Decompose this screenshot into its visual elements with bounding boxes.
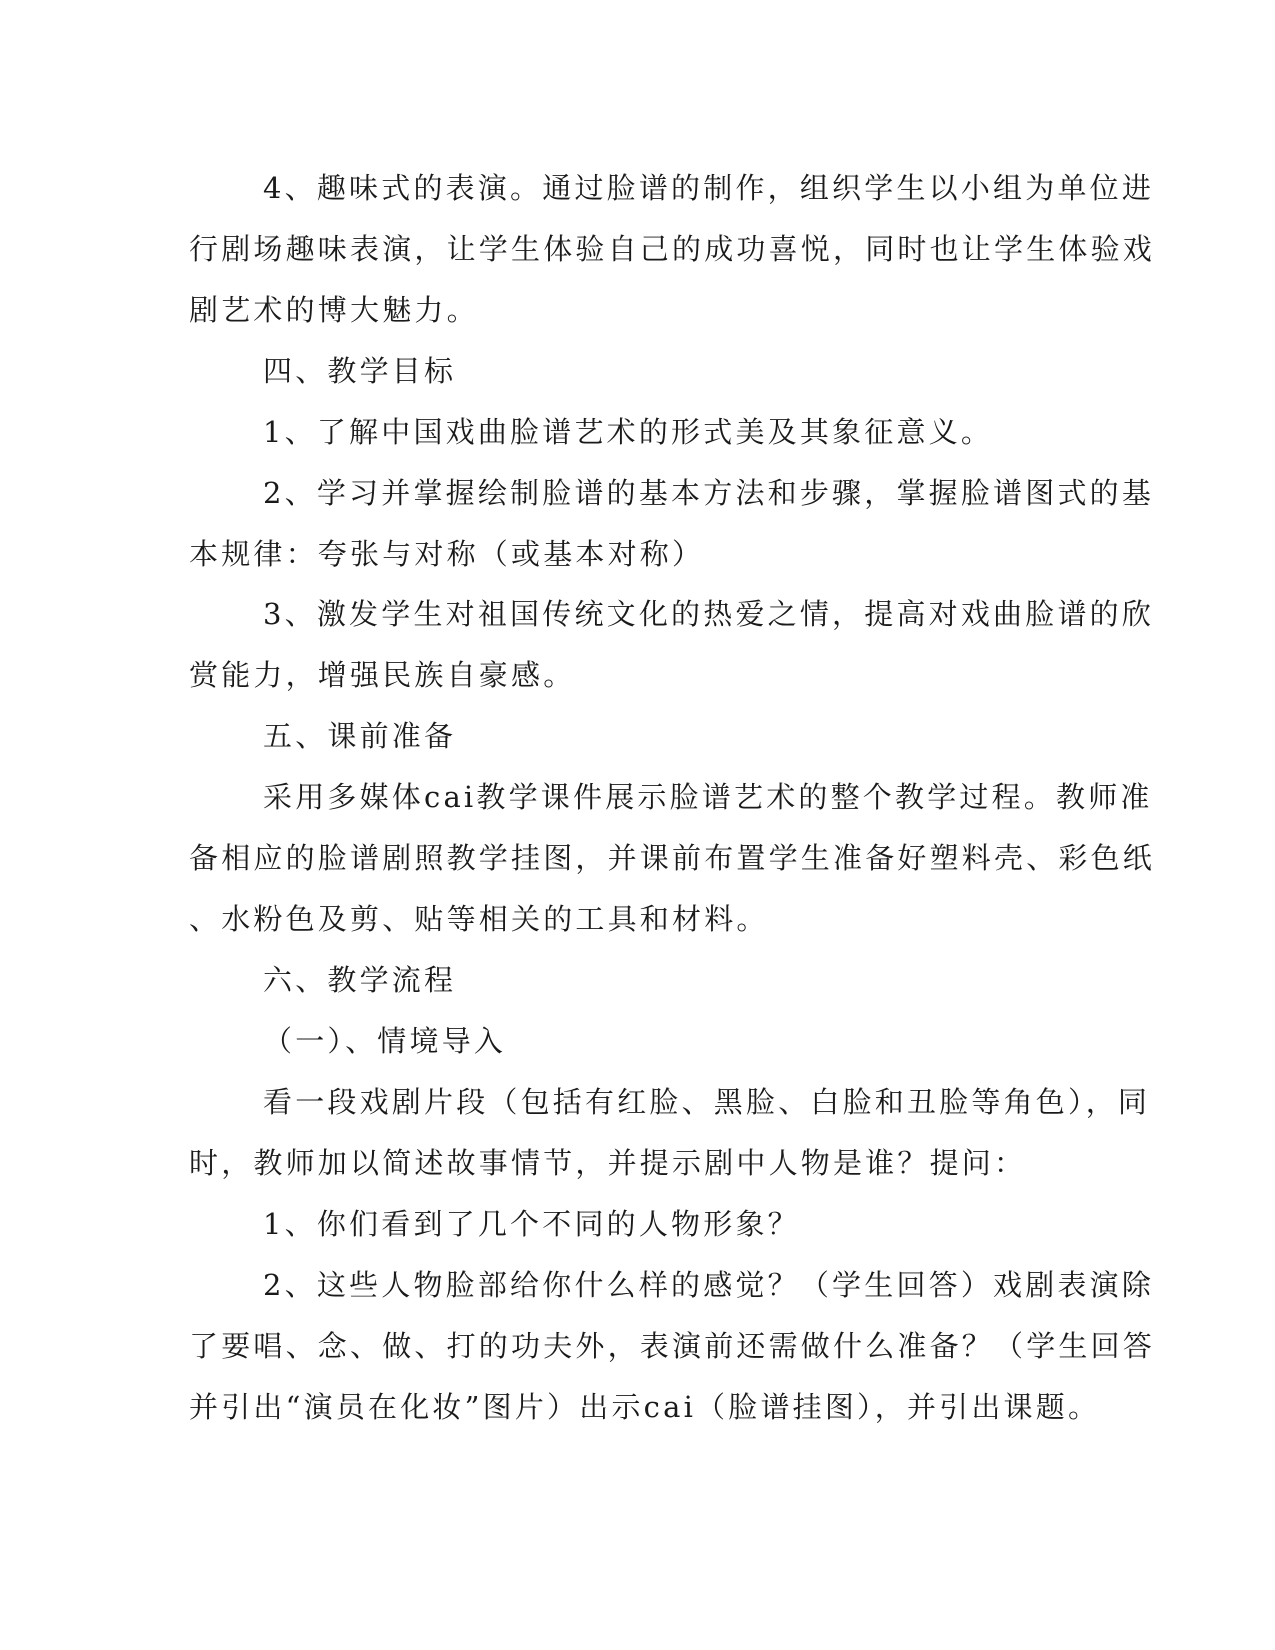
paragraph-line: 、水粉色及剪、贴等相关的工具和材料。 [189, 902, 769, 936]
list-item: 1、了解中国戏曲脸谱艺术的形式美及其象征意义。 [263, 415, 994, 449]
paragraph-line: 赏能力，增强民族自豪感。 [189, 658, 576, 692]
list-item: 2、这些人物脸部给你什么样的感觉？（学生回答）戏剧表演除 [263, 1268, 1155, 1302]
paragraph-line: 4、趣味式的表演。通过脸谱的制作，组织学生以小组为单位进 [263, 171, 1155, 205]
paragraph-line: 了要唱、念、做、打的功夫外，表演前还需做什么准备？（学生回答 [189, 1329, 1156, 1363]
paragraph-line: 采用多媒体cai教学课件展示脸谱艺术的整个教学过程。教师准 [263, 780, 1153, 814]
section-heading: 四、教学目标 [263, 354, 457, 388]
paragraph-line: 本规律：夸张与对称（或基本对称） [189, 537, 705, 571]
paragraph-line: 备相应的脸谱剧照教学挂图，并课前布置学生准备好塑料壳、彩色纸 [189, 841, 1156, 875]
list-item: 1、你们看到了几个不同的人物形象？ [263, 1207, 800, 1241]
paragraph-line: 行剧场趣味表演，让学生体验自己的成功喜悦，同时也让学生体验戏 [189, 232, 1156, 266]
paragraph-line: 看一段戏剧片段（包括有红脸、黑脸、白脸和丑脸等角色），同 [263, 1085, 1151, 1119]
list-item: 3、激发学生对祖国传统文化的热爱之情，提高对戏曲脸谱的欣 [263, 597, 1155, 631]
section-heading: 五、课前准备 [263, 719, 457, 753]
paragraph-line: 剧艺术的博大魅力。 [189, 293, 479, 327]
list-item: 2、学习并掌握绘制脸谱的基本方法和步骤，掌握脸谱图式的基 [263, 476, 1155, 510]
paragraph-line: 并引出“演员在化妆”图片）出示cai（脸谱挂图），并引出课题。 [189, 1390, 1101, 1424]
subsection-heading: （一）、情境导入 [263, 1024, 507, 1058]
section-heading: 六、教学流程 [263, 963, 457, 997]
paragraph-line: 时，教师加以简述故事情节，并提示剧中人物是谁？提问： [189, 1146, 1027, 1180]
